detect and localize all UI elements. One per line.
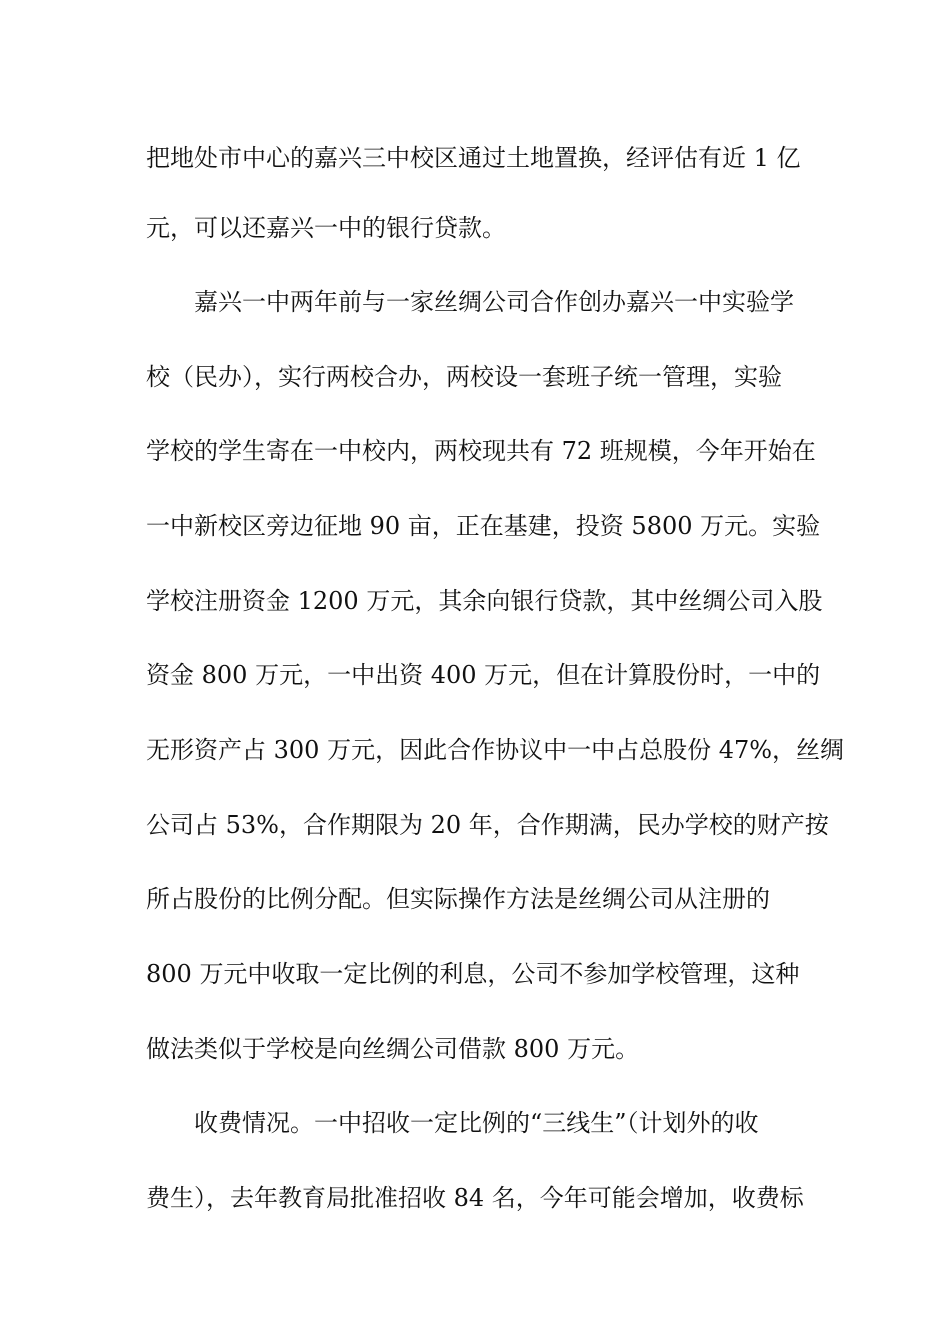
text-line-15: 费生），去年教育局批准招收 84 名，今年可能会增加，收费标 — [146, 1184, 804, 1212]
paragraph-start-line-14: 收费情况。一中招收一定比例的“三线生”（计划外的收 — [194, 1109, 759, 1137]
text-line-9: 无形资产占 300 万元，因此合作协议中一中占总股份 47%，丝绸 — [146, 736, 845, 764]
text-line-1: 把地处市中心的嘉兴三中校区通过土地置换，经评估有近 1 亿 — [146, 144, 801, 172]
text-line-8: 资金 800 万元，一中出资 400 万元，但在计算股份时，一中的 — [146, 661, 821, 689]
text-line-2: 元，可以还嘉兴一中的银行贷款。 — [146, 214, 506, 242]
text-line-6: 一中新校区旁边征地 90 亩，正在基建，投资 5800 万元。实验 — [146, 512, 821, 540]
text-line-5: 学校的学生寄在一中校内，两校现共有 72 班规模，今年开始在 — [146, 437, 816, 465]
text-line-12: 800 万元中收取一定比例的利息，公司不参加学校管理，这种 — [146, 960, 800, 988]
text-line-11: 所占股份的比例分配。但实际操作方法是丝绸公司从注册的 — [146, 885, 770, 913]
paragraph-start-line-3: 嘉兴一中两年前与一家丝绸公司合作创办嘉兴一中实验学 — [194, 288, 794, 316]
text-line-13: 做法类似于学校是向丝绸公司借款 800 万元。 — [146, 1035, 640, 1063]
text-line-4: 校（民办），实行两校合办，两校设一套班子统一管理，实验 — [146, 363, 782, 391]
text-line-7: 学校注册资金 1200 万元，其余向银行贷款，其中丝绸公司入股 — [146, 587, 823, 615]
text-line-10: 公司占 53%，合作期限为 20 年，合作期满，民办学校的财产按 — [146, 811, 829, 839]
